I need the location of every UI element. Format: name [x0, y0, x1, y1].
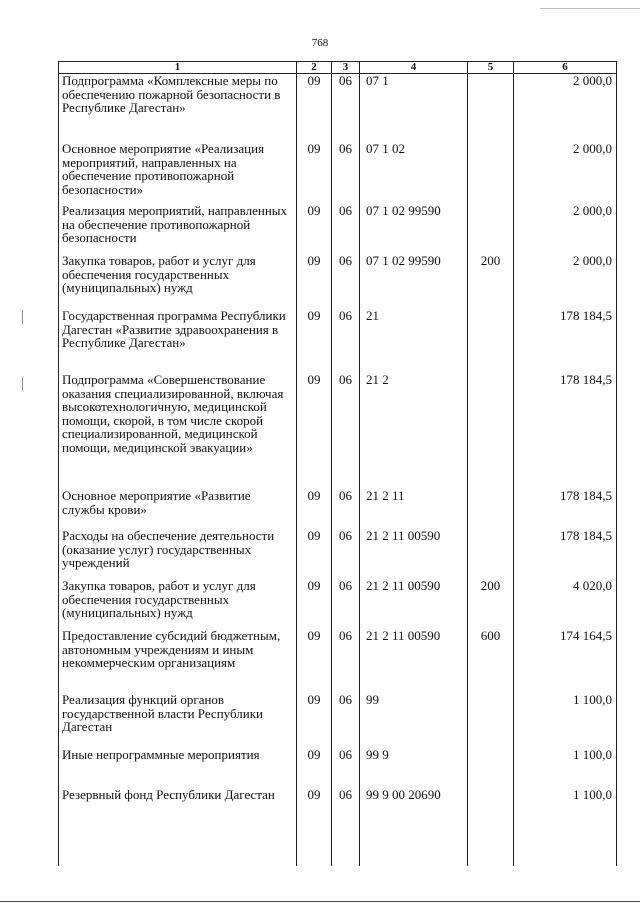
cell-expense-type: 600 [468, 629, 514, 693]
empty-cell [332, 838, 360, 866]
cell-target-code: 21 2 11 00590 [360, 579, 468, 629]
cell-description: Предоставление субсидий бюджетным, автономным учреждениям и иным некоммерческим организациям [59, 629, 297, 693]
table-row [59, 142, 617, 204]
cell-subsection: 06 [332, 373, 360, 489]
cell-target-code: 21 2 11 00590 [360, 529, 468, 579]
table-row [59, 204, 617, 254]
cell-expense-type [468, 74, 514, 143]
table-row [59, 309, 617, 373]
cell-amount: 1 100,0 [514, 788, 617, 838]
empty-cell [468, 838, 514, 866]
cell-description: Подпрограмма «Совершенствование оказания специализированной, включая высокотехнологичную, медицинской помощи, скорой, в том числе скорой специализированной, медицинской помощи, медицинской эвакуации» [59, 373, 297, 489]
cell-expense-type [468, 693, 514, 748]
cell-amount: 174 164,5 [514, 629, 617, 693]
cell-subsection: 06 [332, 142, 360, 204]
scan-margin-mark [22, 310, 23, 324]
cell-section: 09 [297, 489, 332, 529]
cell-section: 09 [297, 693, 332, 748]
table-row [59, 693, 617, 748]
cell-subsection: 06 [332, 629, 360, 693]
page-number: 768 [311, 37, 329, 49]
cell-amount: 4 020,0 [514, 579, 617, 629]
cell-description: Основное мероприятие «Реализация мероприятий, направленных на обеспечение противопожарной безопасности» [59, 142, 297, 204]
column-header: 2 [297, 62, 332, 74]
cell-section: 09 [297, 254, 332, 309]
cell-section: 09 [297, 74, 332, 143]
cell-section: 09 [297, 373, 332, 489]
cell-target-code: 21 2 [360, 373, 468, 489]
cell-target-code: 07 1 02 [360, 142, 468, 204]
table-row [59, 373, 617, 489]
cell-target-code: 07 1 02 99590 [360, 254, 468, 309]
table-row-empty [59, 838, 617, 866]
column-header: 1 [59, 62, 297, 74]
cell-target-code: 07 1 02 99590 [360, 204, 468, 254]
cell-subsection: 06 [332, 74, 360, 143]
cell-subsection: 06 [332, 254, 360, 309]
table-row [59, 489, 617, 529]
cell-section: 09 [297, 629, 332, 693]
cell-description: Расходы на обеспечение деятельности (оказание услуг) государственных учреждений [59, 529, 297, 579]
cell-amount: 2 000,0 [514, 204, 617, 254]
cell-target-code: 07 1 [360, 74, 468, 143]
cell-expense-type [468, 788, 514, 838]
cell-amount: 178 184,5 [514, 309, 617, 373]
cell-description: Закупка товаров, работ и услуг для обеспечения государственных (муниципальных) нужд [59, 579, 297, 629]
budget-table [58, 61, 617, 866]
cell-amount: 2 000,0 [514, 254, 617, 309]
cell-target-code: 99 [360, 693, 468, 748]
cell-amount: 178 184,5 [514, 489, 617, 529]
cell-expense-type [468, 309, 514, 373]
cell-target-code: 99 9 [360, 748, 468, 788]
column-header: 6 [514, 62, 617, 74]
cell-section: 09 [297, 748, 332, 788]
cell-expense-type [468, 489, 514, 529]
cell-description: Закупка товаров, работ и услуг для обеспечения государственных (муниципальных) нужд [59, 254, 297, 309]
cell-description: Иные непрограммные мероприятия [59, 748, 297, 788]
cell-description: Реализация мероприятий, направленных на обеспечение противопожарной безопасности [59, 204, 297, 254]
cell-subsection: 06 [332, 489, 360, 529]
cell-subsection: 06 [332, 693, 360, 748]
cell-amount: 178 184,5 [514, 529, 617, 579]
scan-edge-mark [540, 8, 640, 9]
scan-margin-mark [22, 378, 23, 390]
empty-cell [514, 838, 617, 866]
empty-cell [360, 838, 468, 866]
cell-section: 09 [297, 142, 332, 204]
cell-expense-type [468, 748, 514, 788]
cell-subsection: 06 [332, 309, 360, 373]
cell-description: Государственная программа Республики Дагестан «Развитие здравоохранения в Республике Дагестан» [59, 309, 297, 373]
cell-section: 09 [297, 579, 332, 629]
cell-amount: 2 000,0 [514, 142, 617, 204]
cell-section: 09 [297, 529, 332, 579]
table-row [59, 788, 617, 838]
scan-bottom-edge [0, 901, 640, 902]
cell-target-code: 21 2 11 [360, 489, 468, 529]
column-header: 4 [360, 62, 468, 74]
table-body [59, 74, 617, 867]
cell-subsection: 06 [332, 788, 360, 838]
table-row [59, 579, 617, 629]
column-header: 5 [468, 62, 514, 74]
cell-expense-type: 200 [468, 254, 514, 309]
cell-expense-type [468, 373, 514, 489]
cell-section: 09 [297, 788, 332, 838]
cell-target-code: 99 9 00 20690 [360, 788, 468, 838]
cell-amount: 1 100,0 [514, 748, 617, 788]
cell-expense-type: 200 [468, 579, 514, 629]
cell-target-code: 21 [360, 309, 468, 373]
cell-section: 09 [297, 204, 332, 254]
cell-target-code: 21 2 11 00590 [360, 629, 468, 693]
cell-description: Основное мероприятие «Развитие службы крови» [59, 489, 297, 529]
empty-cell [59, 838, 297, 866]
cell-subsection: 06 [332, 748, 360, 788]
cell-expense-type [468, 529, 514, 579]
cell-description: Реализация функций органов государственной власти Республики Дагестан [59, 693, 297, 748]
table-row [59, 748, 617, 788]
cell-section: 09 [297, 309, 332, 373]
cell-expense-type [468, 142, 514, 204]
cell-amount: 178 184,5 [514, 373, 617, 489]
table-row [59, 254, 617, 309]
cell-subsection: 06 [332, 529, 360, 579]
header-row [59, 62, 617, 74]
cell-amount: 1 100,0 [514, 693, 617, 748]
cell-subsection: 06 [332, 204, 360, 254]
empty-cell [297, 838, 332, 866]
column-header: 3 [332, 62, 360, 74]
cell-description: Подпрограмма «Комплексные меры по обеспечению пожарной безопасности в Республике Дагестан» [59, 74, 297, 143]
table-row [59, 74, 617, 143]
table-row [59, 529, 617, 579]
cell-expense-type [468, 204, 514, 254]
cell-subsection: 06 [332, 579, 360, 629]
cell-description: Резервный фонд Республики Дагестан [59, 788, 297, 838]
table-row [59, 629, 617, 693]
cell-amount: 2 000,0 [514, 74, 617, 143]
